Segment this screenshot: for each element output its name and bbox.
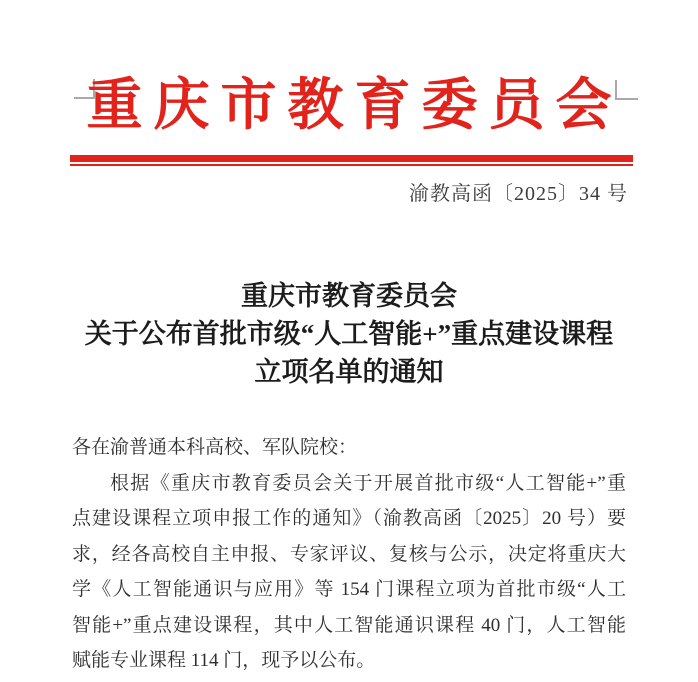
paragraph-line-5: 智能+”重点建设课程，其中人工智能通识课程 40 门，人工智能 (72, 614, 626, 636)
paragraph-line-6: 赋能专业课程 114 门，现予以公布。 (72, 650, 376, 671)
red-masthead-issuer-name: 重庆市教育委员会 (86, 75, 623, 137)
paragraph-line-2: 点建设课程立项申报工作的通知》（渝教高函〔2025〕20 号）要 (72, 508, 626, 529)
notice-title-line-1: 重庆市教育委员会 (241, 281, 457, 311)
salutation-line: 各在渝普通本科高校、军队院校： (72, 437, 358, 458)
document-reference-number: 渝教高函〔2025〕34 号 (409, 183, 628, 205)
red-divider-rule (70, 155, 633, 166)
paragraph-line-4: 学《人工智能通识与应用》等 154 门课程立项为首批市级“人工 (72, 579, 626, 600)
notice-title-line-2: 关于公布首批市级“人工智能+”重点建设课程 (84, 319, 614, 349)
notice-body (72, 430, 626, 679)
paragraph-line-3: 求，经各高校自主申报、专家评议、复核与公示，决定将重庆大 (72, 543, 626, 565)
notice-title (0, 277, 698, 391)
notice-title-line-3: 立项名单的通知 (254, 357, 444, 387)
paragraph-line-1: 根据《重庆市教育委员会关于开展首批市级“人工智能+”重 (110, 472, 626, 494)
